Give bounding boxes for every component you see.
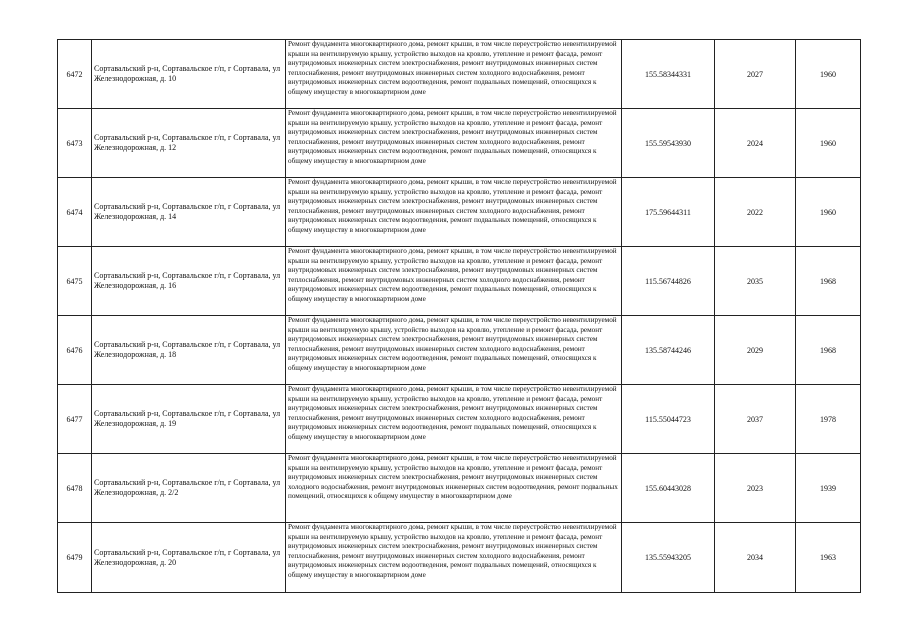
table-row (58, 40, 861, 109)
work-description-cell: Ремонт фундамента многоквартирного дома, ремонт крыши, в том числе переустройство невентилируемой крыши на вентилируемую крышу, устройство выходов на кровлю, утепление и ремонт фасада, ремонт внутридомовых инженерных систем электроснабжения, ремонт внутридомовых инженерных систем теплоснабжения, ремонт внутридомовых инженерных систем холодного водоснабжения, ремонт внутридомовых инженерных систем водоотведения, ремонт подвальных помещений, относящихся к общему имуществу в многоквартирном доме (286, 385, 622, 454)
planned-year-cell: 2023 (715, 454, 796, 523)
planned-year-cell: 2037 (715, 385, 796, 454)
row-number: 6475 (58, 247, 92, 316)
work-description-cell: Ремонт фундамента многоквартирного дома, ремонт крыши, в том числе переустройство невентилируемой крыши на вентилируемую крышу, устройство выходов на кровлю, утепление и ремонт фасада, ремонт внутридомовых инженерных систем электроснабжения, ремонт внутридомовых инженерных систем теплоснабжения, ремонт внутридомовых инженерных систем холодного водоснабжения, ремонт внутридомовых инженерных систем водоотведения, ремонт подвальных помещений, относящихся к общему имуществу в многоквартирном доме (286, 178, 622, 247)
table-row (58, 247, 861, 316)
built-year-cell: 1960 (796, 109, 861, 178)
work-description-cell: Ремонт фундамента многоквартирного дома, ремонт крыши, в том числе переустройство невентилируемой крыши на вентилируемую крышу, устройство выходов на кровлю, утепление и ремонт фасада, ремонт внутридомовых инженерных систем электроснабжения, ремонт внутридомовых инженерных систем теплоснабжения, ремонт внутридомовых инженерных систем холодного водоснабжения, ремонт внутридомовых инженерных систем водоотведения, ремонт подвальных помещений, относящихся к общему имуществу в многоквартирном доме (286, 40, 622, 109)
table-row (58, 454, 861, 523)
cost-cell: 155.58344331 (622, 40, 715, 109)
built-year-cell: 1960 (796, 40, 861, 109)
built-year-cell: 1960 (796, 178, 861, 247)
table-row (58, 316, 861, 385)
table-row (58, 523, 861, 593)
cost-cell: 135.58744246 (622, 316, 715, 385)
table-row (58, 385, 861, 454)
row-number: 6473 (58, 109, 92, 178)
address-cell: Сортавальский р-н, Сортавальское г/п, г Сортавала, ул Железнодорожная, д. 12 (92, 109, 286, 178)
planned-year-cell: 2029 (715, 316, 796, 385)
cost-cell: 155.59543930 (622, 109, 715, 178)
work-description-cell: Ремонт фундамента многоквартирного дома, ремонт крыши, в том числе переустройство невентилируемой крыши на вентилируемую крышу, устройство выходов на кровлю, утепление и ремонт фасада, ремонт внутридомовых инженерных систем электроснабжения, ремонт внутридомовых инженерных систем теплоснабжения, ремонт внутридомовых инженерных систем холодного водоснабжения, ремонт внутридомовых инженерных систем водоотведения, ремонт подвальных помещений, относящихся к общему имуществу в многоквартирном доме (286, 523, 622, 593)
planned-year-cell: 2027 (715, 40, 796, 109)
address-cell: Сортавальский р-н, Сортавальское г/п, г Сортавала, ул Железнодорожная, д. 20 (92, 523, 286, 593)
work-description-cell: Ремонт фундамента многоквартирного дома, ремонт крыши, в том числе переустройство невентилируемой крыши на вентилируемую крышу, устройство выходов на кровлю, утепление и ремонт фасада, ремонт внутридомовых инженерных систем электроснабжения, ремонт внутридомовых инженерных систем теплоснабжения, ремонт внутридомовых инженерных систем холодного водоснабжения, ремонт внутридомовых инженерных систем водоотведения, ремонт подвальных помещений, относящихся к общему имуществу в многоквартирном доме (286, 316, 622, 385)
address-cell: Сортавальский р-н, Сортавальское г/п, г Сортавала, ул Железнодорожная, д. 16 (92, 247, 286, 316)
work-description-cell: Ремонт фундамента многоквартирного дома, ремонт крыши, в том числе переустройство невентилируемой крыши на вентилируемую крышу, устройство выходов на кровлю, утепление и ремонт фасада, ремонт внутридомовых инженерных систем электроснабжения, ремонт внутридомовых инженерных систем теплоснабжения, ремонт внутридомовых инженерных систем холодного водоснабжения, ремонт внутридомовых инженерных систем водоотведения, ремонт подвальных помещений, относящихся к общему имуществу в многоквартирном доме (286, 247, 622, 316)
table-row (58, 178, 861, 247)
row-number: 6474 (58, 178, 92, 247)
planned-year-cell: 2034 (715, 523, 796, 593)
cost-cell: 175.59644311 (622, 178, 715, 247)
address-cell: Сортавальский р-н, Сортавальское г/п, г Сортавала, ул Железнодорожная, д. 18 (92, 316, 286, 385)
built-year-cell: 1968 (796, 316, 861, 385)
planned-year-cell: 2022 (715, 178, 796, 247)
table-row (58, 109, 861, 178)
cost-cell: 115.55044723 (622, 385, 715, 454)
built-year-cell: 1968 (796, 247, 861, 316)
address-cell: Сортавальский р-н, Сортавальское г/п, г Сортавала, ул Железнодорожная, д. 10 (92, 40, 286, 109)
planned-year-cell: 2035 (715, 247, 796, 316)
row-number: 6476 (58, 316, 92, 385)
built-year-cell: 1978 (796, 385, 861, 454)
cost-cell: 115.56744826 (622, 247, 715, 316)
row-number: 6472 (58, 40, 92, 109)
work-description-cell: Ремонт фундамента многоквартирного дома, ремонт крыши, в том числе переустройство невентилируемой крыши на вентилируемую крышу, устройство выходов на кровлю, утепление и ремонт фасада, ремонт внутридомовых инженерных систем электроснабжения, ремонт внутридомовых инженерных систем холодного водоснабжения, ремонт внутридомовых инженерных систем водоотведения, ремонт подвальных помещений, относящихся к общему имуществу в многоквартирном доме (286, 454, 622, 523)
address-cell: Сортавальский р-н, Сортавальское г/п, г Сортавала, ул Железнодорожная, д. 14 (92, 178, 286, 247)
work-description-cell: Ремонт фундамента многоквартирного дома, ремонт крыши, в том числе переустройство невентилируемой крыши на вентилируемую крышу, устройство выходов на кровлю, утепление и ремонт фасада, ремонт внутридомовых инженерных систем электроснабжения, ремонт внутридомовых инженерных систем теплоснабжения, ремонт внутридомовых инженерных систем холодного водоснабжения, ремонт внутридомовых инженерных систем водоотведения, ремонт подвальных помещений, относящихся к общему имуществу в многоквартирном доме (286, 109, 622, 178)
row-number: 6478 (58, 454, 92, 523)
cost-cell: 135.55943205 (622, 523, 715, 593)
cost-cell: 155.60443028 (622, 454, 715, 523)
row-number: 6477 (58, 385, 92, 454)
repair-program-table (57, 39, 861, 593)
address-cell: Сортавальский р-н, Сортавальское г/п, г Сортавала, ул Железнодорожная, д. 19 (92, 385, 286, 454)
address-cell: Сортавальский р-н, Сортавальское г/п, г Сортавала, ул Железнодорожная, д. 2/2 (92, 454, 286, 523)
built-year-cell: 1939 (796, 454, 861, 523)
planned-year-cell: 2024 (715, 109, 796, 178)
built-year-cell: 1963 (796, 523, 861, 593)
row-number: 6479 (58, 523, 92, 593)
